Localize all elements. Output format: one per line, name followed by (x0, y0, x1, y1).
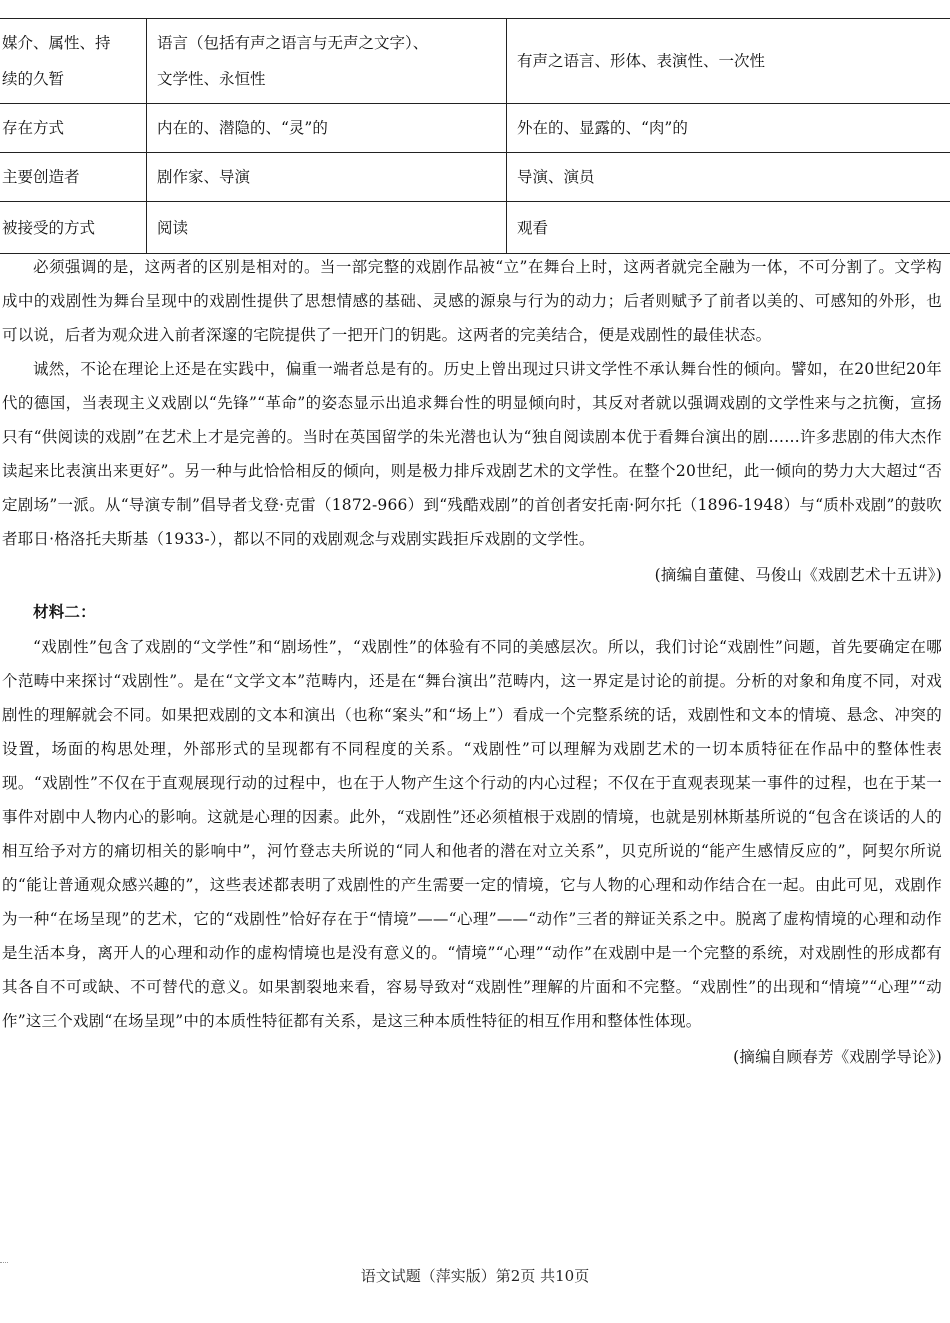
cell-text: 被接受的方式 (2, 218, 96, 237)
stage-cell (507, 202, 950, 254)
paragraph: 必须强调的是，这两者的区别是相对的。当一部完整的戏剧作品被“立”在舞台上时，这两者就完全融为一体，不可分割了。文学构成中的戏剧性为舞台呈现中的戏剧性提供了思想情感的基础、灵感的源泉与行为的动力；后者则赋予了前者以美的、可感知的外形，也可以说，后者为观众进入前者深邃的宅院提供了一把开门的钥匙。这两者的完美结合，便是戏剧性的最佳状态。 (2, 258, 942, 344)
stage-cell (507, 104, 950, 153)
section-heading: 材料二： (33, 602, 96, 621)
cell-text: 导演、演员 (517, 168, 595, 186)
cell-text: 主要创造者 (2, 168, 80, 186)
literary-cell (147, 153, 507, 202)
cell-text: 有声之语言、形体、表演性、一次性 (517, 52, 766, 70)
literary-cell (147, 202, 507, 254)
source-citation: (摘编自顾春芳《戏剧学导论》) (733, 1048, 942, 1066)
page-footer: 语文试题（萍实版）第2页 共10页 (360, 1267, 590, 1285)
cell-text: 语言（包括有声之语言与无声之文字）、 (157, 34, 429, 52)
stage-cell (507, 19, 950, 104)
cell-text: 媒介、属性、持 (2, 34, 111, 52)
article-body (2, 250, 942, 1074)
paragraph: “戏剧性”包含了戏剧的“文学性”和“剧场性”，“戏剧性”的体验有不同的美感层次。所以，我们讨论“戏剧性”问题，首先要确定在哪个范畴中来探讨“戏剧性”。是在“文学文本”范畴内，还是在“舞台演出”范畴内，这一界定是讨论的前提。分析的对象和角度不同，对戏剧性的理解就会不同。如果把戏剧的文本和演出（也称“案头”和“场上”）看成一个完整系统的话，戏剧性和文本的情境、悬念、冲突的设置，场面的构思处理，外部形式的呈现都有不同程度的关系。“戏剧性”可以理解为戏剧艺术的一切本质特征在作品中的整体性表现。“戏剧性”不仅在于直观展现行动的过程中，也在于人物产生这个行动的内心过程；不仅在于直观表现某一事件的过程，也在于某一事件对剧中人物内心的影响。这就是心理的因素。此外，“戏剧性”还必须植根于戏剧的情境，也就是别林斯基所说的“包含在谈话的人的相互给予对方的痛切相关的影响中”，河竹登志夫所说的“同人和他者的潜在对立关系”，贝克所说的“能产生感情反应的”，阿契尔所说的“能让普通观众感兴趣的”，这些表述都表明了戏剧性的产生需要一定的情境，它与人物的心理和动作结合在一起。由此可见，戏剧作为一种“在场呈现”的艺术，它的“戏剧性”恰好存在于“情境”——“心理”——“动作”三者的辩证关系之中。脱离了虚构情境的心理和动作是生活本身，离开人的心理和动作的虚构情境也是没有意义的。“情境”“心理”“动作”在戏剧中是一个完整的系统，对戏剧性的形成都有其各自不可或缺、不可替代的意义。如果割裂地来看，容易导致对“戏剧性”理解的片面和不完整。“戏剧性”的出现和“情境”“心理”“动作”这三个戏剧“在场呈现”中的本质性特征都有关系，是这三种本质性特征的相互作用和整体性体现。 (2, 638, 942, 1030)
row-label-cell (0, 153, 147, 202)
row-label-cell (0, 202, 147, 254)
cell-text: 续的久暂 (2, 70, 65, 88)
literary-cell (147, 104, 507, 153)
cell-text: 阅读 (157, 218, 189, 237)
cell-text: 外在的、显露的、“肉”的 (517, 119, 688, 137)
row-label-cell (0, 104, 147, 153)
row-label-cell (0, 19, 147, 104)
table-row (0, 153, 950, 202)
literary-cell (147, 19, 507, 104)
cell-text: 文学性、永恒性 (157, 70, 266, 88)
table-row (0, 19, 950, 104)
table-row (0, 104, 950, 153)
stage-cell (507, 153, 950, 202)
paragraph: 诚然，不论在理论上还是在实践中，偏重一端者总是有的。历史上曾出现过只讲文学性不承认舞台性的倾向。譬如，在20世纪20年代的德国，当表现主义戏剧以“先锋”“革命”的姿态显示出追求舞台性的明显倾向时，其反对者就以强调戏剧的文学性来与之抗衡，宣扬只有“供阅读的戏剧”在艺术上才是完善的。当时在英国留学的朱光潜也认为“独自阅读剧本优于看舞台演出的剧……许多悲剧的伟大杰作读起来比表演出来更好”。另一种与此恰恰相反的倾向，则是极力排斥戏剧艺术的文学性。在整个20世纪，此一倾向的势力大大超过“否定剧场”一派。从“导演专制”倡导者戈登·克雷（1872-966）到“残酷戏剧”的首创者安托南·阿尔托（1896-1948）与“质朴戏剧”的鼓吹者耶日·格洛托夫斯基（1933-），都以不同的戏剧观念与戏剧实践拒斥戏剧的文学性。 (2, 360, 942, 548)
table-row (0, 202, 950, 254)
cell-text: 内在的、潜隐的、“灵”的 (157, 119, 328, 137)
cell-text: 观看 (517, 218, 549, 237)
cell-text: 存在方式 (2, 119, 65, 137)
cell-text: 剧作家、导演 (157, 168, 251, 186)
comparison-table (0, 18, 950, 254)
source-citation: (摘编自董健、马俊山《戏剧艺术十五讲》) (654, 566, 942, 584)
